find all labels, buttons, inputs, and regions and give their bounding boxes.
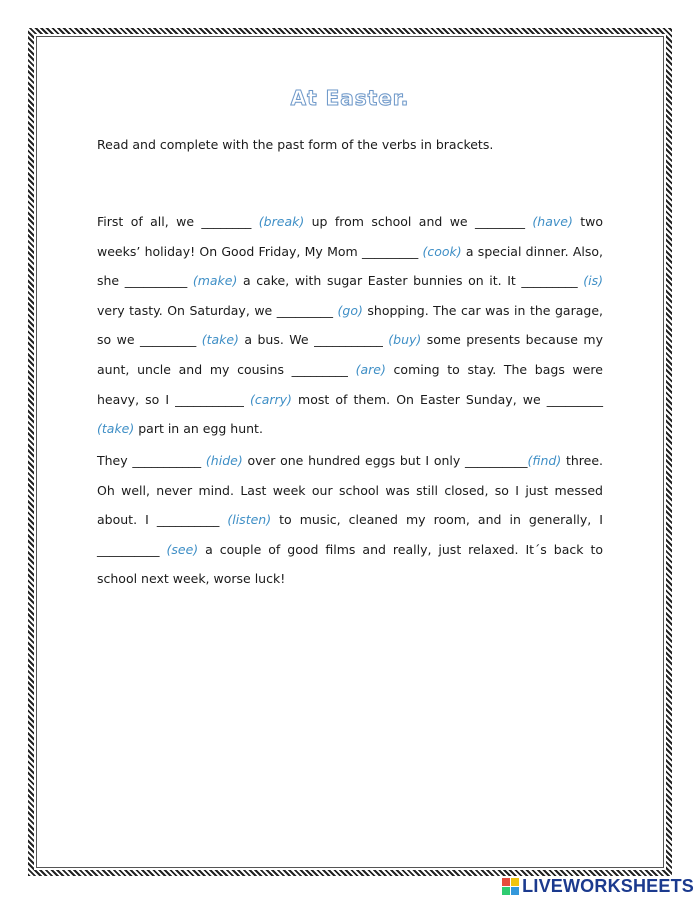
verb-hint: (break): [258, 214, 305, 229]
answer-blank[interactable]: _________: [361, 243, 419, 259]
verb-hint: (listen): [227, 512, 272, 528]
answer-blank[interactable]: _________: [139, 332, 197, 348]
answer-blank[interactable]: _________: [521, 273, 578, 289]
verb-hint: (take): [201, 332, 239, 348]
paragraph-text: to music, cleaned my room, and in generally, I: [271, 512, 603, 528]
paragraph-2: [97, 446, 603, 594]
verb-hint: (go): [337, 302, 363, 318]
answer-blank[interactable]: ___________: [132, 453, 202, 468]
paragraph-text: very tasty. On Saturday, we: [97, 302, 277, 318]
answer-blank[interactable]: ________: [475, 214, 525, 229]
paragraph-text: coming to stay. The bags were heavy, so I: [97, 361, 603, 407]
answer-blank[interactable]: _________: [291, 361, 348, 377]
paragraph-text: a bus. We: [238, 332, 315, 348]
liveworksheets-logo-icon: [502, 878, 520, 896]
paragraph-text: [348, 362, 356, 377]
paragraph-text: First of all, we: [97, 214, 202, 229]
paragraph-text: shopping. The car was in the garage, so we: [97, 302, 603, 348]
brand-name: LIVEWORKSHEETS: [522, 876, 694, 896]
instructions-text: Read and complete with the past form of the verbs in brackets.: [97, 137, 494, 152]
paragraph-text: They: [97, 453, 133, 468]
answer-blank[interactable]: _________: [276, 302, 334, 318]
worksheet-title: At Easter.: [290, 86, 410, 110]
verb-hint: (carry): [249, 391, 292, 407]
verb-hint: (make): [192, 273, 238, 289]
answer-blank[interactable]: __________: [465, 453, 528, 468]
verb-hint: (take): [97, 421, 135, 437]
paragraph-1: [97, 207, 603, 444]
answer-blank[interactable]: ___________: [175, 391, 244, 407]
paragraph-text: two weeks’ holiday! On Good Friday, My Mom: [97, 214, 603, 259]
answer-blank[interactable]: _________: [546, 391, 603, 407]
paragraph-text: over one hundred eggs but I only: [242, 453, 466, 468]
paragraph-text: a couple of good films and really, just relaxed. It´s back to school next week, worse luck!: [97, 541, 604, 587]
liveworksheets-logo[interactable]: [502, 876, 694, 897]
answer-blank[interactable]: ___________: [314, 332, 383, 348]
paragraph-text: up from school and we: [304, 214, 475, 229]
verb-hint: (are): [355, 361, 386, 377]
answer-blank[interactable]: __________: [156, 512, 220, 528]
paragraph-text: [251, 214, 258, 229]
verb-hint: (hide): [205, 453, 243, 468]
answer-blank[interactable]: ________: [201, 214, 252, 229]
paragraph-text: most of them. On Easter Sunday, we: [291, 391, 547, 407]
verb-hint: (buy): [388, 332, 422, 348]
paragraph-text: part in an egg hunt.: [134, 421, 263, 437]
verb-hint: (is): [583, 273, 603, 289]
verb-hint: (see): [166, 541, 199, 557]
paragraph-text: three. Oh well, never mind. Last week our school was still closed, so I just messed about. I: [97, 453, 603, 528]
verb-hint: (find): [527, 453, 562, 468]
paragraph-text: a cake, with sugar Easter bunnies on it. It: [237, 273, 522, 289]
verb-hint: (have): [532, 214, 573, 229]
paragraph-text: a special dinner. Also, she: [97, 243, 603, 289]
answer-blank[interactable]: __________: [97, 541, 160, 557]
verb-hint: (cook): [422, 243, 462, 259]
answer-blank[interactable]: __________: [124, 273, 188, 289]
paragraph-text: some presents because my aunt, uncle and my cousins: [97, 332, 603, 377]
